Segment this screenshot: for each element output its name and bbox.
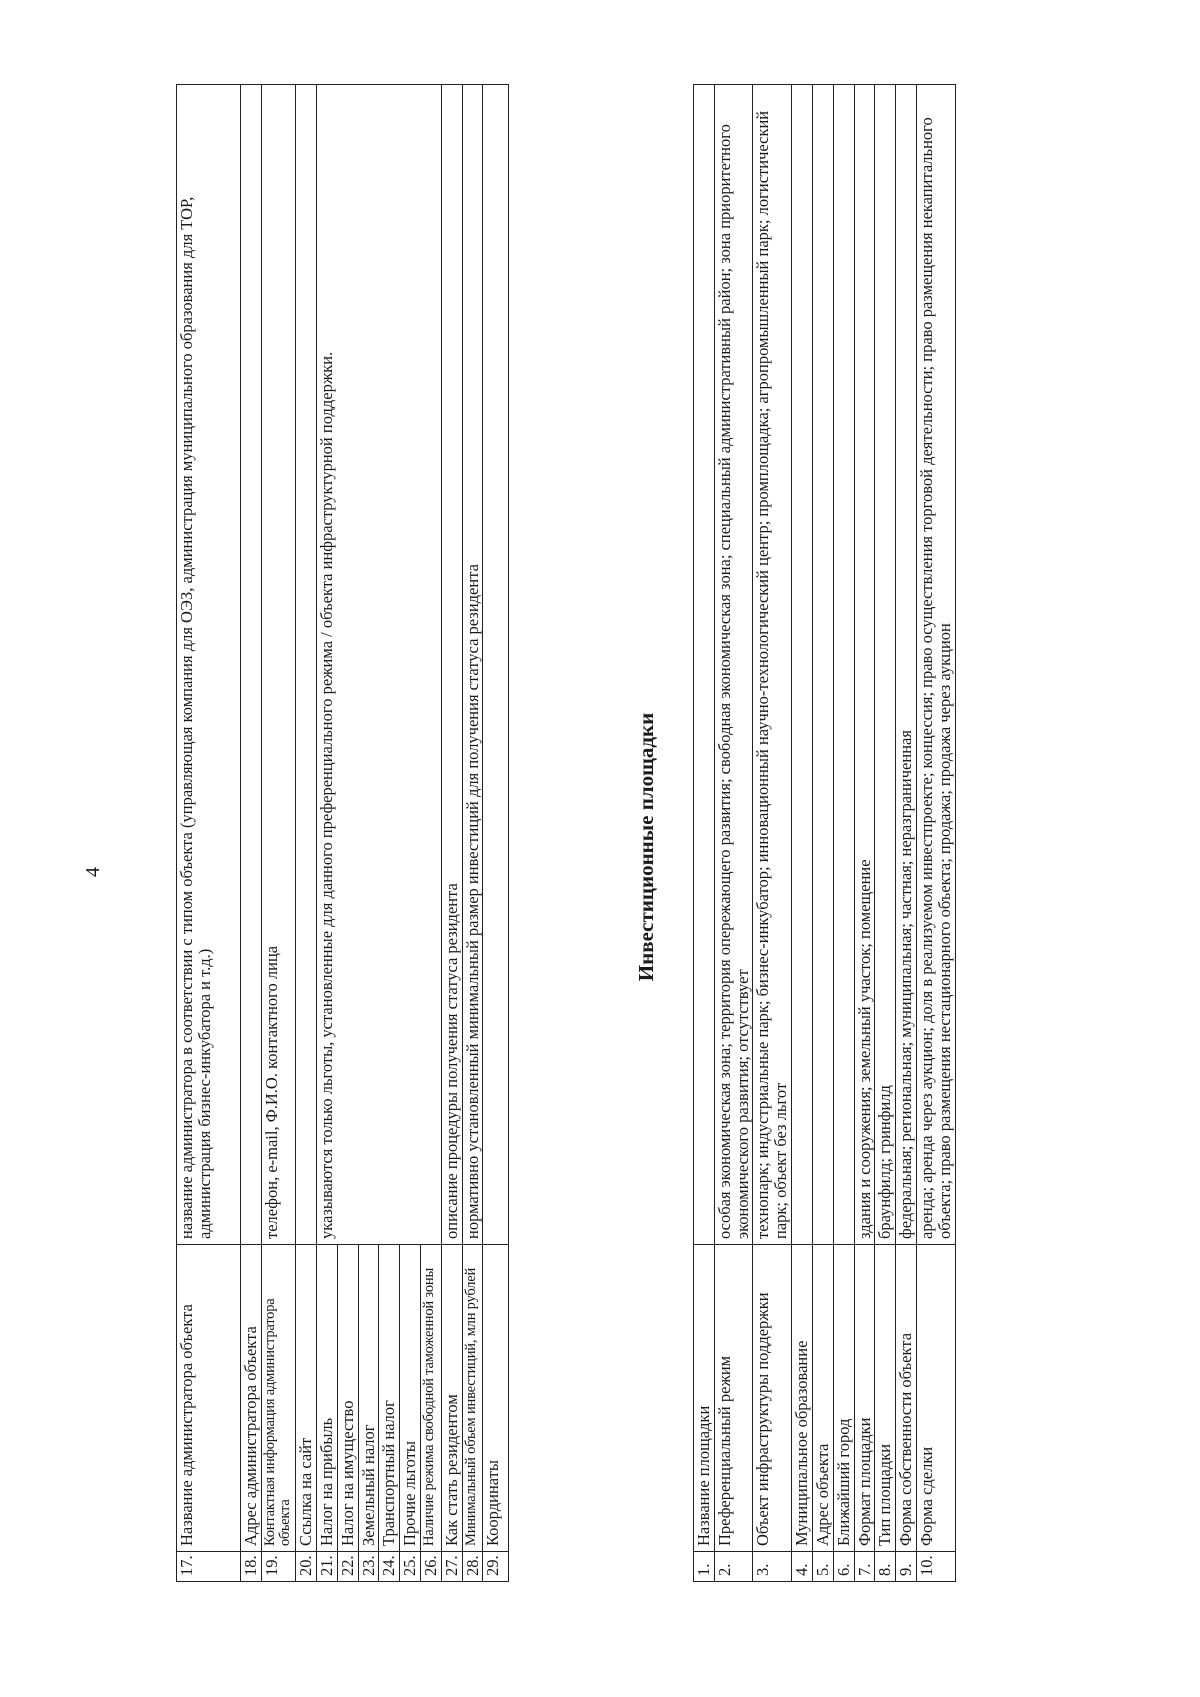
row-description [483, 85, 509, 1245]
row-description [296, 85, 317, 1245]
row-number: 3. [753, 1552, 792, 1582]
row-name: Объект инфраструктуры поддержки [753, 1245, 792, 1552]
row-description [694, 85, 715, 1245]
row-number: 17. [177, 1552, 241, 1582]
row-name: Земельный налог [358, 1245, 379, 1552]
row-description: аренда; аренда через аукцион; доля в реализуемом инвестпроекте; концессия; право осуществления торговой деятельности; право размещения некапитального объекта; право размещения нестационарного объекта; продажа; продажа через аукцион [916, 85, 955, 1245]
table-row [462, 85, 483, 1582]
row-number: 7. [854, 1552, 875, 1582]
table-row [483, 85, 509, 1582]
table-row [854, 85, 875, 1582]
row-name: Название площадки [694, 1245, 715, 1552]
row-description: технопарк; индустриальные парк; бизнес-инкубатор; инновационный научно-технологический центр; промплощадка; агропромышленный парк; логистический парк; объект без льгот [753, 85, 792, 1245]
row-number: 8. [875, 1552, 896, 1582]
table-row [896, 85, 917, 1582]
row-number: 5. [812, 1552, 833, 1582]
row-name: Форма собственности объекта [896, 1245, 917, 1552]
row-description: описание процедуры получения статуса резидента [441, 85, 462, 1245]
row-number: 19. [261, 1552, 295, 1582]
row-number: 26. [421, 1552, 442, 1582]
row-description: особая экономическая зона; территория опережающего развития; свободная экономическая зона; специальный административный район; зона приоритетного экономического развития; отсутствует [714, 85, 753, 1245]
row-description: нормативно установленный минимальный размер инвестиций для получения статуса резидента [462, 85, 483, 1245]
row-name: Название администратора объекта [177, 1245, 241, 1552]
table-row [441, 85, 462, 1582]
table-row [812, 85, 833, 1582]
row-name: Координаты [483, 1245, 509, 1552]
row-name: Преференциальный режим [714, 1245, 753, 1552]
row-name: Форма сделки [916, 1245, 955, 1552]
row-number: 23. [358, 1552, 379, 1582]
row-number: 18. [241, 1552, 262, 1582]
row-number: 4. [792, 1552, 813, 1582]
row-name: Транспортный налог [379, 1245, 400, 1552]
row-number: 9. [896, 1552, 917, 1582]
row-number: 10. [916, 1552, 955, 1582]
row-description: здания и сооружения; земельный участок; помещение [854, 85, 875, 1245]
table-row [177, 85, 241, 1582]
row-description: браунфилд; гринфилд [875, 85, 896, 1245]
row-number: 20. [296, 1552, 317, 1582]
row-number: 21. [316, 1552, 337, 1582]
row-number: 25. [400, 1552, 421, 1582]
row-number: 6. [833, 1552, 854, 1582]
row-name: Муниципальное образование [792, 1245, 813, 1552]
table-row [875, 85, 896, 1582]
row-description [833, 85, 854, 1245]
table-row [714, 85, 753, 1582]
table-row [241, 85, 262, 1582]
table-row [261, 85, 295, 1582]
row-number: 29. [483, 1552, 509, 1582]
row-description: телефон, e-mail, Ф.И.О. контактного лица [261, 85, 295, 1245]
row-name: Контактная информация администратора объекта [261, 1245, 295, 1552]
row-name: Ссылка на сайт [296, 1245, 317, 1552]
row-description: федеральная; региональная; муниципальная; частная; неразграниченная [896, 85, 917, 1245]
row-description: указываются только льготы, установленные для данного преференциального режима / объекта инфраструктурной поддержки. [316, 85, 441, 1245]
row-name: Прочие льготы [400, 1245, 421, 1552]
row-number: 27. [441, 1552, 462, 1582]
row-number: 28. [462, 1552, 483, 1582]
row-number: 2. [714, 1552, 753, 1582]
table-row [694, 85, 715, 1582]
row-number: 24. [379, 1552, 400, 1582]
row-name: Ближайший город [833, 1245, 854, 1552]
row-name: Минимальный объем инвестиций, млн рублей [462, 1245, 483, 1552]
row-description [812, 85, 833, 1245]
row-name: Наличие режима свободной таможенной зоны [421, 1245, 442, 1552]
row-name: Адрес администратора объекта [241, 1245, 262, 1552]
object-attributes-table [176, 84, 509, 1582]
row-name: Как стать резидентом [441, 1245, 462, 1552]
table-row [833, 85, 854, 1582]
table-row [316, 85, 337, 1582]
row-number: 1. [694, 1552, 715, 1582]
row-description [792, 85, 813, 1245]
row-description: название администратора в соответствии с типом объекта (управляющая компания для ОЭЗ, администрация муниципального образования для ТОР, администрация бизнес-инкубатора и т.д.) [177, 85, 241, 1245]
row-number: 22. [337, 1552, 358, 1582]
table-row [792, 85, 813, 1582]
investment-sites-table [693, 84, 956, 1582]
table-row [296, 85, 317, 1582]
row-name: Формат площадки [854, 1245, 875, 1552]
table-row [753, 85, 792, 1582]
row-name: Адрес объекта [812, 1245, 833, 1552]
page-number: 4 [82, 867, 104, 877]
row-description [241, 85, 262, 1245]
row-name: Налог на имущество [337, 1245, 358, 1552]
section-title: Инвестиционные площадки [634, 712, 658, 982]
table-row [916, 85, 955, 1582]
row-name: Налог на прибыль [316, 1245, 337, 1552]
row-name: Тип площадки [875, 1245, 896, 1552]
